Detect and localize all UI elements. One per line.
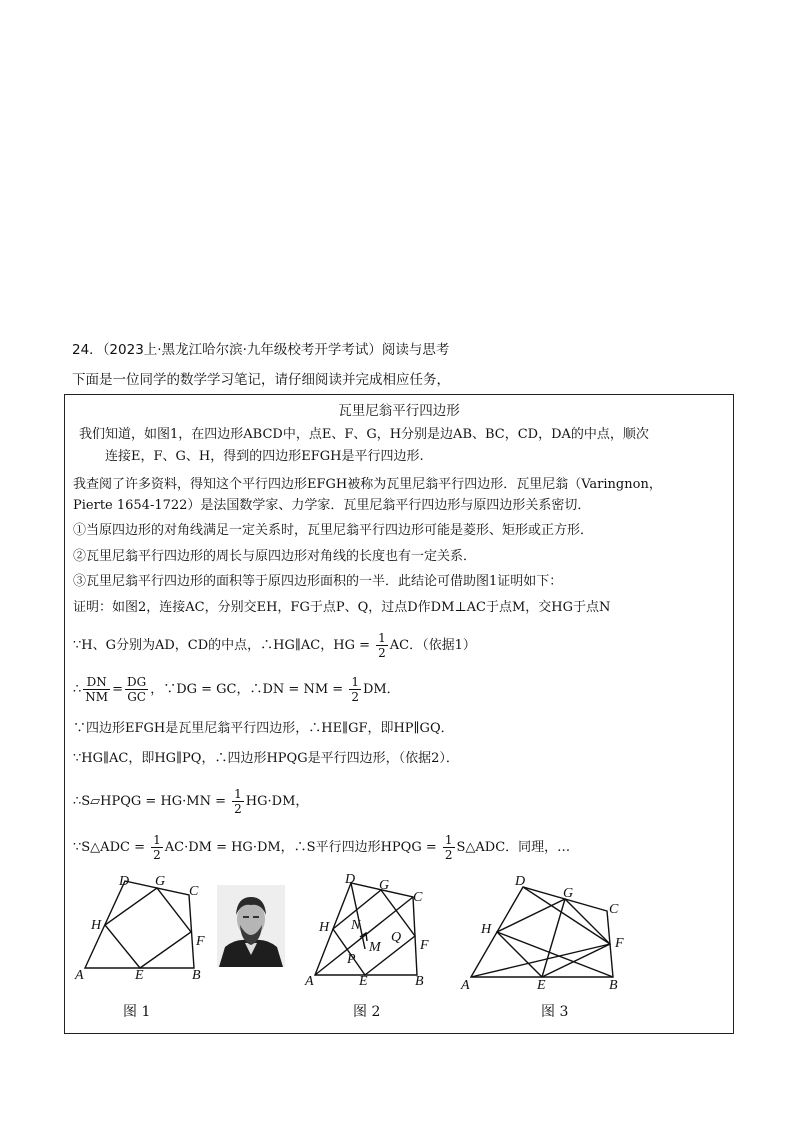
proof-line-7: ∵S△ADC = $\frac{1}{2}$ AC·DM = HG·DM，∴S平行四边形HPQG = $\frac{1}{2}$ S△ADC．同理，… xyxy=(73,833,571,862)
paragraph-2b: Pierte 1654-1722）是法国数学家、力学家．瓦里尼翁平行四边形与原四边形关系密切． xyxy=(73,498,591,513)
label-B: B xyxy=(192,968,201,983)
figure-1-diagram xyxy=(71,873,221,983)
study-note-box xyxy=(64,394,734,1034)
proof-line-3: ∴ $\frac{DN}{NM}$ = $\frac{DG}{GC}$ ，∵DG = GC，∴DN = NM = $\frac{1}{2}$ DM． xyxy=(73,675,400,704)
label-E: E xyxy=(135,968,144,983)
label-D: D xyxy=(515,874,526,889)
figure-2-caption: 图 2 xyxy=(353,1004,381,1020)
intro-text: 下面是一位同学的数学学习笔记，请仔细阅读并完成相应任务， xyxy=(72,372,450,388)
question-source: （2023上·黑龙江哈尔滨·九年级校考开学考试）阅读与思考 xyxy=(102,342,450,358)
conclusion-3: ③瓦里尼翁平行四边形的面积等于原四边形面积的一半．此结论可借助图1证明如下： xyxy=(73,574,563,589)
proof-line-1: 证明：如图2，连接AC，分别交EH，FG于点P、Q，过点D作DM⊥AC于点M，交HG于点N xyxy=(73,600,611,615)
label-B: B xyxy=(609,978,618,993)
question-header xyxy=(72,338,449,358)
proof-line-4: ∵四边形EFGH是瓦里尼翁平行四边形，∴HE∥GF，即HP∥GQ． xyxy=(73,721,454,736)
label-F: F xyxy=(196,934,205,949)
label-Q: Q xyxy=(391,930,402,945)
label-A: A xyxy=(305,974,314,989)
label-N: N xyxy=(351,918,361,933)
label-E: E xyxy=(359,974,368,989)
label-P: P xyxy=(347,952,356,967)
label-D: D xyxy=(345,872,356,887)
fraction-half: $\frac{1}{2}$ xyxy=(153,833,161,862)
proof-line-6: ∴S▱HPQG = HG·MN = $\frac{1}{2}$ HG·DM， xyxy=(73,787,309,816)
question-number: 24． xyxy=(72,342,103,358)
label-C: C xyxy=(189,884,199,899)
label-A: A xyxy=(461,978,470,993)
fraction-half: $\frac{1}{2}$ xyxy=(234,787,242,816)
label-H: H xyxy=(319,920,330,935)
fraction-dg-gc: $\frac{DG}{GC}$ xyxy=(126,675,147,704)
label-D: D xyxy=(119,874,130,889)
label-F: F xyxy=(615,936,624,951)
figure-1-caption: 图 1 xyxy=(123,1004,151,1020)
paragraph-2a: 我查阅了许多资料，得知这个平行四边形EFGH被称为瓦里尼翁平行四边形．瓦里尼翁（Varingnon， xyxy=(73,477,662,492)
paragraph-1a: 我们知道，如图1，在四边形ABCD中，点E、F、G，H分别是边AB、BC，CD，DA的中点，顺次 xyxy=(79,427,649,442)
label-G: G xyxy=(563,886,574,901)
label-G: G xyxy=(155,874,166,889)
fraction-half: $\frac{1}{2}$ xyxy=(444,833,453,862)
fraction-dn-nm: $\frac{DN}{NM}$ xyxy=(85,675,109,704)
label-B: B xyxy=(415,974,424,989)
proof-line-2: ∵H、G分别为AD，CD的中点，∴HG∥AC，HG = $\frac{1}{2}$ AC．（依据1） xyxy=(73,631,476,660)
label-H: H xyxy=(91,918,102,933)
label-H: H xyxy=(481,922,492,937)
figure-2-diagram xyxy=(295,871,445,991)
fraction-half: $\frac{1}{2}$ xyxy=(351,675,359,704)
label-E: E xyxy=(537,978,546,993)
paragraph-1b: 连接E，F、G、H，得到的四边形EFGH是平行四边形. xyxy=(105,449,424,464)
conclusion-1: ①当原四边形的对角线满足一定关系时，瓦里尼翁平行四边形可能是菱形、矩形或正方形． xyxy=(73,523,594,538)
label-C: C xyxy=(413,890,423,905)
label-A: A xyxy=(75,968,84,983)
conclusion-2: ②瓦里尼翁平行四边形的周长与原四边形对角线的长度也有一定关系． xyxy=(73,549,477,564)
proof-line-5: ∵HG∥AC，即HG∥PQ，∴四边形HPQG是平行四边形，（依据2）． xyxy=(73,751,459,766)
figure-3-caption: 图 3 xyxy=(541,1004,569,1020)
fraction-half: $\frac{1}{2}$ xyxy=(378,631,386,660)
figure-3-diagram xyxy=(457,873,637,993)
portrait-image xyxy=(217,885,285,967)
label-G: G xyxy=(379,878,390,893)
label-F: F xyxy=(420,938,429,953)
label-M: M xyxy=(369,940,381,955)
label-C: C xyxy=(609,902,619,917)
note-title: 瓦里尼翁平行四边形 xyxy=(338,403,460,419)
